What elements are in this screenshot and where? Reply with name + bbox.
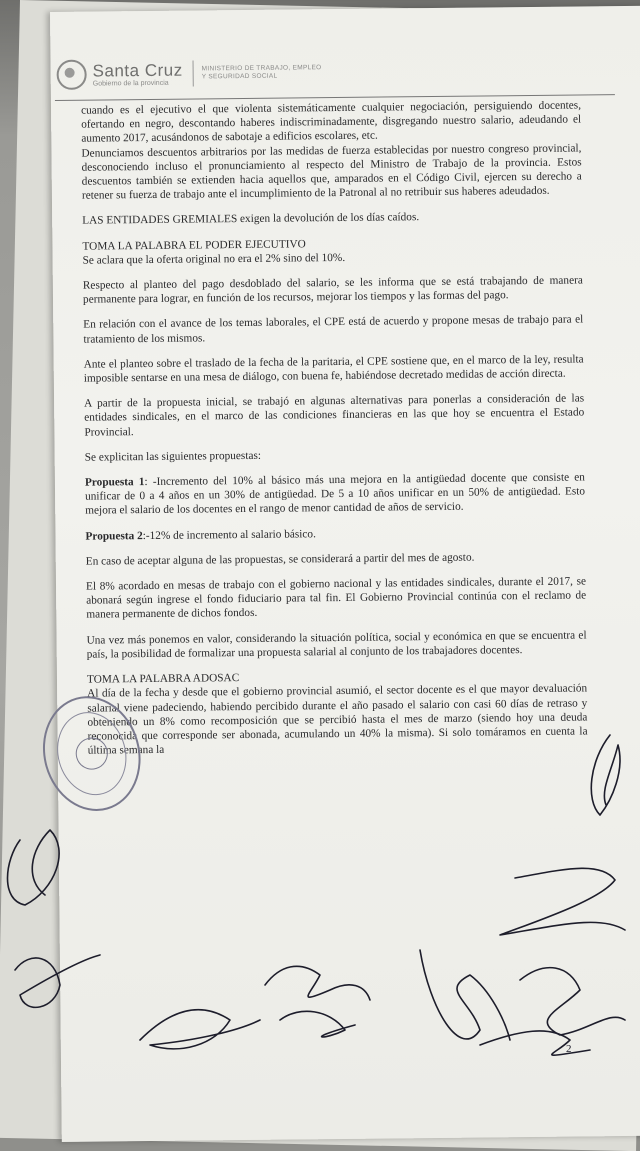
paragraph: Denunciamos descuentos arbitrarios por las medidas de fuerza establecidas por nuestro congreso provincial, desconociendo incluso el pronunciamiento al respecto del Ministro de Trabajo de la provincia. Estos descuentos también se extienden hacia aquellos que, amparados en el Código Civil, ejercen su derecho a retener su fuerza de trabajo ante el incumplimiento de la Patronal al no retribuir sus haberes adeudados. [81,142,582,202]
section-heading-adosac: TOMA LA PALABRA ADOSAC [86,672,240,686]
signature-bottom-center-3 [280,1011,355,1037]
signature-bottom-left [15,955,100,1007]
paragraph: Al día de la fecha y desde que el gobierno provincial asumió, el sector docente es el que mayor devaluación salarial viene padeciendo, habiendo percibido durante el año pasado el salario con casi 60 días de retraso y obteniendo un 8% como recomposición que se percibió hasta el mes de marzo (siendo hoy una deuda reconocida que corresponde ser abonada, acumulando un 40% la misma). Si solo tomáramos en cuenta la última semana la [87,682,588,757]
paragraph: Se aclara que la oferta original no era el 2% sino del 10%. [82,251,346,267]
paragraph: Ante el planteo sobre el traslado de la fecha de la paritaria, el CPE sostiene que, en el marco de la ley, resulta imposible sentarse en una mesa de diálogo, con buena fe, habiéndose decretado medidas de acción directa. [83,353,584,385]
proposal-1-text: : -Incremento del 10% al básico más una mejora en la antigüedad docente que consiste en unificar de 0 a 4 años en un 30% de antigüedad. De 5 a 10 años unificar en un 50% de antigüedad. Esto mejora el salario de los docentes en el rango de menor cantidad de años de servicio. [85,471,586,518]
proposal-2-label: Propuesta 2 [85,529,143,543]
proposal-1-label: Propuesta 1 [84,476,145,489]
signature-bottom-right-3 [480,1031,590,1055]
ministry-line-2: Y SEGURIDAD SOCIAL [201,72,278,81]
paragraph: En caso de aceptar alguna de las propuestas, se considerará a partir del mes de agosto. [85,551,475,568]
paragraph: A partir de la propuesta inicial, se trabajó en algunas alternativas para ponerlas a consideración de las entidades sindicales, en el marco de las condiciones financieras en las que hoy se encuentra el Estado Provincial. [84,392,585,439]
paragraph: cuando es el ejecutivo el que violenta sistemáticamente cualquier negociación, persiguiendo docentes, ofertando en negro, descontando haberes indiscriminadamente, disgregando nuestro salario, adeudando el aumento 2017, acusándonos de sabotaje a edificios escolares, etc. [80,99,582,146]
paragraph: Se explicitan las siguientes propuestas: [84,449,262,464]
proposal-2-text: :-12% de incremento al salario básico. [142,527,316,542]
paragraph: Una vez más ponemos en valor, considerando la situación política, social y económica en que se encuentra el país, la posibilidad de formalizar una propuesta salarial al conjunto de los trabajadores docentes. [86,629,587,661]
section-heading-ejecutivo: TOMA LA PALABRA EL PODER EJECUTIVO [82,237,306,253]
signature-bottom-center-2 [265,966,370,1000]
paragraph: Respecto al planteo del pago desdoblado del salario, se les informa que se está trabajando de manera permanente para lograr, en función de los recursos, mejorar los tiempos y las formas del pago. [82,274,583,306]
signature-bottom-right-2 [520,968,625,1035]
paragraph: LAS ENTIDADES GREMIALES exigen la devolución de los días caídos. [82,211,420,228]
page-number: 2 [566,1043,572,1055]
signature-bottom-right-1 [420,950,510,1040]
paragraph: En relación con el avance de los temas laborales, el CPE está de acuerdo y propone mesas de trabajo para el tratamiento de los mismos. [83,313,584,346]
ministry-line-1: MINISTERIO DE TRABAJO, EMPLEO [201,64,322,73]
signature-adosac-strike [500,868,625,935]
brand-subtitle: Gobierno de la provincia [92,79,169,88]
signature-left-margin [8,830,60,905]
paragraph: El 8% acordado en mesas de trabajo con el gobierno nacional y las entidades sindicales, durante el 2017, se abonará según ingrese el fondo fiduciario para tal fin. El Gobierno Provincial continúa con el reclamo de manera permanente de dichos fondos. [85,575,587,622]
brand-name: Santa Cruz [92,60,183,81]
signature-bottom-center-1 [140,1010,260,1049]
signature-right-margin [591,735,620,815]
